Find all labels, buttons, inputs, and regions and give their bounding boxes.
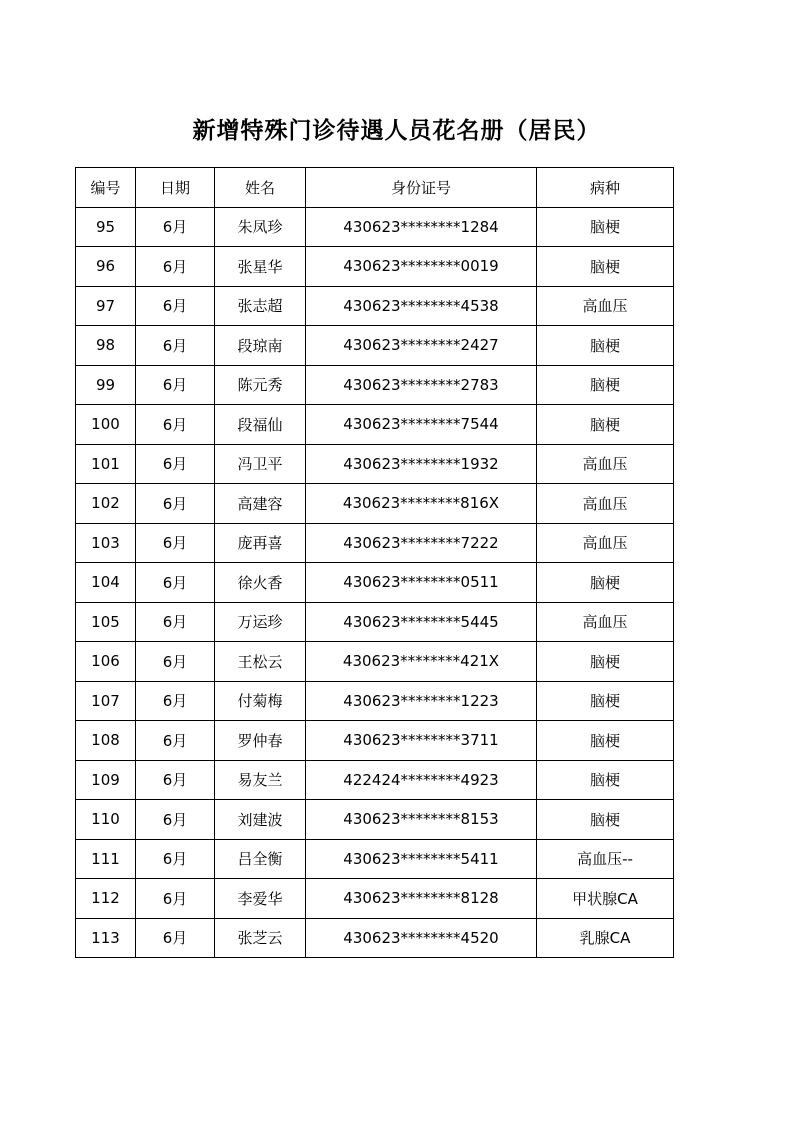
cell-name: 万运珍 [215,602,306,642]
cell-number: 96 [76,247,136,287]
cell-date: 6月 [136,760,215,800]
cell-id-number: 422424********4923 [306,760,537,800]
cell-name: 朱凤珍 [215,207,306,247]
cell-number: 103 [76,523,136,563]
cell-number: 104 [76,563,136,603]
cell-name: 段福仙 [215,405,306,445]
cell-disease: 脑梗 [537,721,674,761]
cell-number: 102 [76,484,136,524]
cell-date: 6月 [136,484,215,524]
cell-name: 付菊梅 [215,681,306,721]
cell-disease: 高血压 [537,602,674,642]
cell-disease: 高血压-- [537,839,674,879]
cell-id-number: 430623********0511 [306,563,537,603]
cell-name: 徐火香 [215,563,306,603]
cell-number: 99 [76,365,136,405]
table-row [76,721,674,761]
cell-number: 113 [76,918,136,958]
cell-date: 6月 [136,563,215,603]
cell-date: 6月 [136,602,215,642]
cell-date: 6月 [136,405,215,445]
cell-disease: 脑梗 [537,365,674,405]
table-row [76,800,674,840]
cell-number: 101 [76,444,136,484]
cell-name: 庞再喜 [215,523,306,563]
cell-number: 107 [76,681,136,721]
table-row [76,286,674,326]
cell-name: 段琼南 [215,326,306,366]
table-row [76,563,674,603]
cell-id-number: 430623********1223 [306,681,537,721]
cell-name: 王松云 [215,642,306,682]
cell-disease: 脑梗 [537,642,674,682]
cell-id-number: 430623********1284 [306,207,537,247]
column-header-disease: 病种 [537,168,674,208]
cell-name: 高建容 [215,484,306,524]
cell-date: 6月 [136,247,215,287]
cell-id-number: 430623********8128 [306,879,537,919]
header-row [76,168,674,208]
cell-disease: 脑梗 [537,405,674,445]
cell-disease: 脑梗 [537,681,674,721]
cell-number: 98 [76,326,136,366]
table-row [76,207,674,247]
cell-number: 95 [76,207,136,247]
cell-name: 张芝云 [215,918,306,958]
column-header-date: 日期 [136,168,215,208]
cell-disease: 高血压 [537,286,674,326]
cell-date: 6月 [136,918,215,958]
cell-name: 易友兰 [215,760,306,800]
cell-disease: 乳腺CA [537,918,674,958]
cell-name: 吕全衡 [215,839,306,879]
table-row [76,642,674,682]
cell-date: 6月 [136,839,215,879]
cell-date: 6月 [136,444,215,484]
cell-number: 112 [76,879,136,919]
cell-number: 111 [76,839,136,879]
table-row [76,523,674,563]
cell-date: 6月 [136,207,215,247]
cell-date: 6月 [136,721,215,761]
cell-id-number: 430623********2783 [306,365,537,405]
cell-disease: 脑梗 [537,760,674,800]
cell-number: 109 [76,760,136,800]
cell-number: 97 [76,286,136,326]
roster-table [75,167,674,958]
cell-id-number: 430623********5411 [306,839,537,879]
roster-body [76,207,674,958]
cell-date: 6月 [136,879,215,919]
column-header-id-number: 身份证号 [306,168,537,208]
cell-id-number: 430623********1932 [306,444,537,484]
cell-number: 105 [76,602,136,642]
cell-disease: 高血压 [537,444,674,484]
cell-disease: 甲状腺CA [537,879,674,919]
table-row [76,681,674,721]
cell-number: 108 [76,721,136,761]
cell-date: 6月 [136,642,215,682]
cell-id-number: 430623********2427 [306,326,537,366]
cell-disease: 脑梗 [537,247,674,287]
cell-disease: 脑梗 [537,326,674,366]
table-row [76,405,674,445]
column-header-name: 姓名 [215,168,306,208]
table-row [76,839,674,879]
cell-id-number: 430623********7222 [306,523,537,563]
document-title: 新增特殊门诊待遇人员花名册（居民） [192,117,601,144]
cell-disease: 脑梗 [537,563,674,603]
table-row [76,326,674,366]
cell-date: 6月 [136,681,215,721]
cell-date: 6月 [136,523,215,563]
table-row [76,365,674,405]
cell-date: 6月 [136,326,215,366]
cell-name: 张志超 [215,286,306,326]
cell-id-number: 430623********3711 [306,721,537,761]
cell-id-number: 430623********5445 [306,602,537,642]
table-row [76,484,674,524]
cell-name: 陈元秀 [215,365,306,405]
cell-disease: 脑梗 [537,207,674,247]
cell-id-number: 430623********8153 [306,800,537,840]
cell-disease: 高血压 [537,484,674,524]
cell-id-number: 430623********4520 [306,918,537,958]
cell-disease: 高血压 [537,523,674,563]
cell-id-number: 430623********0019 [306,247,537,287]
cell-date: 6月 [136,286,215,326]
cell-name: 刘建波 [215,800,306,840]
cell-name: 李爱华 [215,879,306,919]
cell-id-number: 430623********4538 [306,286,537,326]
cell-date: 6月 [136,365,215,405]
cell-number: 110 [76,800,136,840]
cell-number: 100 [76,405,136,445]
table-row [76,602,674,642]
table-row [76,444,674,484]
cell-name: 罗仲春 [215,721,306,761]
cell-name: 张星华 [215,247,306,287]
column-header-number: 编号 [76,168,136,208]
cell-id-number: 430623********421X [306,642,537,682]
cell-id-number: 430623********816X [306,484,537,524]
table-row [76,760,674,800]
cell-number: 106 [76,642,136,682]
cell-date: 6月 [136,800,215,840]
table-row [76,918,674,958]
cell-disease: 脑梗 [537,800,674,840]
cell-id-number: 430623********7544 [306,405,537,445]
table-row [76,879,674,919]
cell-name: 冯卫平 [215,444,306,484]
table-row [76,247,674,287]
